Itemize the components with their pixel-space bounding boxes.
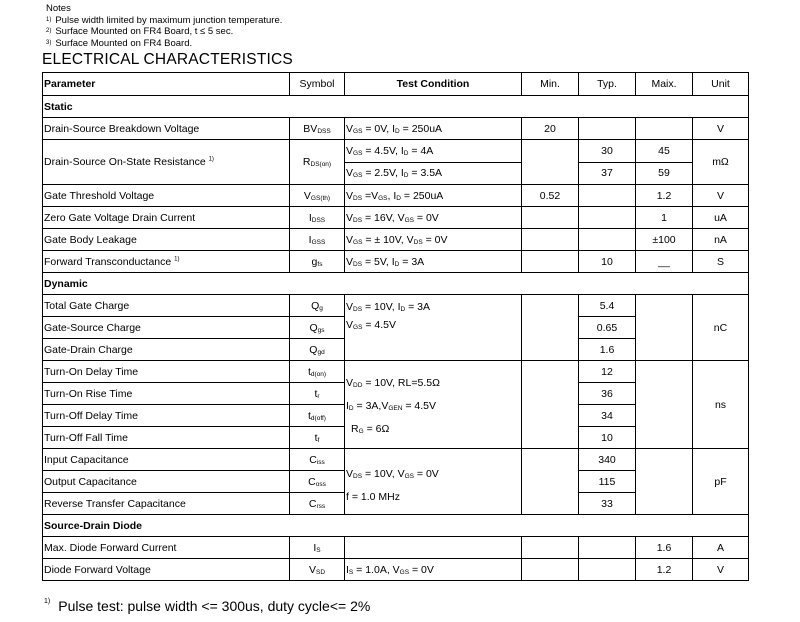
table-row: Zero Gate Voltage Drain Current $I_{DSS}$ $V_{DS} = 16V$, $V_{GS} = 0V$ 1 uA (43, 207, 749, 229)
note-item: $^{1)}$ Pulse width limited by maximum junction temperature. (46, 14, 283, 26)
table-row: Turn-Off Fall Time $t_f$ 10 (43, 427, 749, 449)
table-row: Input Capacitance $C_{iss}$ $V_{DS} = 10V$, $V_{GS} = 0V$ f = 1.0 MHz 340 pF (43, 449, 749, 471)
table-row: Drain-Source On-State Resistance $^{1)}$ $R_{DS(on)}$ $V_{GS} = 4.5V$, $I_D = 4A$ 30 45 mΩ (43, 140, 749, 163)
table-row: Gate Threshold Voltage $V_{GS(th)}$ $V_{DS} =V_{GS}$, $I_D = 250uA$ 0.52 1.2 V (43, 185, 749, 207)
section-row-diode: Source-Drain Diode (43, 515, 749, 537)
notes-title: Notes (46, 3, 71, 14)
header-min: Min. (522, 73, 579, 96)
header-parameter: Parameter (43, 73, 290, 96)
header-symbol: Symbol (290, 73, 345, 96)
section-heading: ELECTRICAL CHARACTERISTICS (42, 51, 293, 68)
table-row: Gate-Source Charge $Q_{gs}$ 0.65 (43, 317, 749, 339)
header-max: Maix. (636, 73, 693, 96)
note-item: $^{3)}$ Surface Mounted on FR4 Board. (46, 37, 193, 49)
header-unit: Unit (693, 73, 749, 96)
header-typ: Typ. (579, 73, 636, 96)
electrical-characteristics-table (42, 72, 749, 581)
table-row: Diode Forward Voltage $V_{SD}$ $I_S = 1.0A$, $V_{GS} = 0V$ 1.2 V (43, 559, 749, 581)
table-row: Turn-On Delay Time $t_{d(on)}$ $V_{DD} = 10V$, RL=5.5Ω $I_D = 3A,V_{GEN} = 4.5V$ $R_G = 6\Omega$ 12 ns (43, 361, 749, 383)
table-row: $V_{GS} = 2.5V$, $I_D = 3.5A$ 37 59 (43, 162, 749, 185)
table-row: Turn-On Rise Time $t_r$ 36 (43, 383, 749, 405)
table-header (43, 73, 749, 96)
table-row: Forward Transconductance $^{1)}$ $g_{fs}$ $V_{DS} = 5V$, $I_D = 3A$ 10 __ S (43, 251, 749, 273)
section-row-static: Static (43, 96, 749, 118)
table-row: Gate Body Leakage $I_{GSS}$ $V_{GS}$ = ± 10V, $V_{DS} = 0V$ ±100 nA (43, 229, 749, 251)
table-row: Max. Diode Forward Current $I_S$ 1.6 A (43, 537, 749, 559)
note-item: $^{2)}$ Surface Mounted on FR4 Board, t ≤ 5 sec. (46, 26, 234, 37)
table-row: Total Gate Charge $Q_g$ $V_{DS} = 10V$, $I_D = 3A$ $V_{GS} = 4.5V$ 5.4 nC (43, 295, 749, 317)
table-row: Output Capacitance $C_{oss}$ 115 (43, 471, 749, 493)
pulse-test-footnote: $^{1)}$ Pulse test: pulse width <= 300us, duty cycle<= 2% (44, 598, 371, 614)
section-row-dynamic: Dynamic (43, 273, 749, 295)
table-row: Reverse Transfer Capacitance $C_{rss}$ 33 (43, 493, 749, 515)
table-row: Turn-Off Delay Time $t_{d(off)}$ 34 (43, 405, 749, 427)
notes-block (46, 3, 282, 49)
header-test-condition: Test Condition (345, 73, 522, 96)
table-row: Drain-Source Breakdown Voltage $BV_{DSS}$ $V_{GS} = 0V$, $I_D = 250uA$ 20 V (43, 118, 749, 140)
table-row: Gate-Drain Charge $Q_{gd}$ 1.6 (43, 339, 749, 361)
